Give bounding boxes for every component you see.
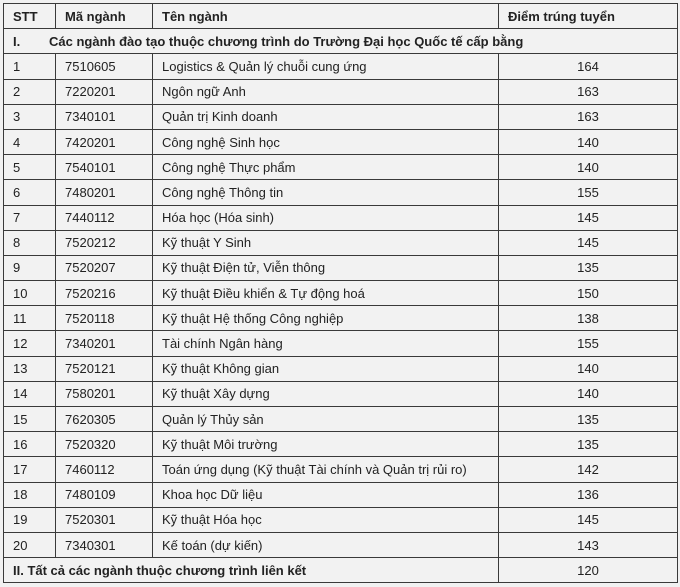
table-row [4,507,678,532]
table-row [4,331,678,356]
cell-stt: 1 [4,54,56,79]
table-row [4,457,678,482]
cell-stt: 2 [4,79,56,104]
cell-score: 164 [499,54,678,79]
cell-name: Logistics & Quản lý chuỗi cung ứng [153,54,499,79]
cell-name: Kỹ thuật Điện tử, Viễn thông [153,255,499,280]
cell-name: Khoa học Dữ liệu [153,482,499,507]
cell-score: 145 [499,230,678,255]
cell-name: Tài chính Ngân hàng [153,331,499,356]
cell-stt: 20 [4,532,56,557]
cell-score: 145 [499,205,678,230]
cell-score: 155 [499,331,678,356]
cell-name: Quản lý Thủy sản [153,407,499,432]
cell-stt: 19 [4,507,56,532]
cell-stt: 6 [4,180,56,205]
table-row [4,381,678,406]
table-row [4,104,678,129]
cell-name: Quản trị Kinh doanh [153,104,499,129]
cell-code: 7520301 [56,507,153,532]
cell-code: 7420201 [56,129,153,154]
cell-score: 140 [499,129,678,154]
cell-name: Kỹ thuật Hệ thống Công nghiệp [153,306,499,331]
table-row [4,180,678,205]
cell-stt: 8 [4,230,56,255]
cell-score: 135 [499,432,678,457]
cell-stt: 18 [4,482,56,507]
cell-stt: 11 [4,306,56,331]
cell-code: 7520118 [56,306,153,331]
cell-score: 150 [499,281,678,306]
cell-name: Toán ứng dụng (Kỹ thuật Tài chính và Quản trị rủi ro) [153,457,499,482]
cell-code: 7520212 [56,230,153,255]
cell-code: 7520216 [56,281,153,306]
table-row [4,54,678,79]
cell-stt: 5 [4,155,56,180]
table-row [4,356,678,381]
cell-stt: 13 [4,356,56,381]
cell-name: Công nghệ Thông tin [153,180,499,205]
cell-name: Ngôn ngữ Anh [153,79,499,104]
header-name: Tên ngành [153,4,499,29]
cell-score: 136 [499,482,678,507]
admission-scores-table [3,3,678,583]
table-row [4,407,678,432]
cell-score: 163 [499,79,678,104]
cell-score: 155 [499,180,678,205]
cell-code: 7480109 [56,482,153,507]
admission-scores-table-container [3,3,677,583]
table-row [4,79,678,104]
cell-code: 7480201 [56,180,153,205]
cell-stt: 10 [4,281,56,306]
header-score: Điểm trúng tuyển [499,4,678,29]
cell-stt: 9 [4,255,56,280]
cell-name: Kỹ thuật Điều khiển & Tự động hoá [153,281,499,306]
cell-score: 142 [499,457,678,482]
cell-stt: 14 [4,381,56,406]
section-2-row [4,558,678,583]
cell-name: Công nghệ Thực phẩm [153,155,499,180]
cell-code: 7580201 [56,381,153,406]
cell-code: 7620305 [56,407,153,432]
section-1-number: I. [13,33,21,49]
cell-code: 7510605 [56,54,153,79]
cell-name: Kỹ thuật Xây dựng [153,381,499,406]
cell-name: Kỹ thuật Môi trường [153,432,499,457]
cell-score: 138 [499,306,678,331]
section-1-cell [4,29,678,54]
cell-code: 7340201 [56,331,153,356]
cell-code: 7520207 [56,255,153,280]
cell-score: 135 [499,255,678,280]
cell-stt: 4 [4,129,56,154]
header-stt: STT [4,4,56,29]
cell-code: 7540101 [56,155,153,180]
cell-code: 7440112 [56,205,153,230]
cell-stt: 17 [4,457,56,482]
cell-stt: 15 [4,407,56,432]
section-1-title: Các ngành đào tạo thuộc chương trình do Trường Đại học Quốc tế cấp bằng [49,33,524,49]
cell-name: Kỹ thuật Y Sinh [153,230,499,255]
cell-stt: 16 [4,432,56,457]
header-row [4,4,678,29]
cell-name: Công nghệ Sinh học [153,129,499,154]
table-row [4,306,678,331]
table-row [4,482,678,507]
cell-score: 140 [499,356,678,381]
cell-code: 7340101 [56,104,153,129]
cell-stt: 3 [4,104,56,129]
section-2-score: 120 [499,558,678,583]
cell-score: 140 [499,155,678,180]
cell-name: Hóa học (Hóa sinh) [153,205,499,230]
cell-code: 7340301 [56,532,153,557]
table-row [4,281,678,306]
cell-code: 7460112 [56,457,153,482]
table-row [4,230,678,255]
cell-score: 163 [499,104,678,129]
cell-name: Kỹ thuật Hóa học [153,507,499,532]
cell-score: 143 [499,532,678,557]
table-row [4,129,678,154]
section-2-title: II. Tất cả các ngành thuộc chương trình liên kết [4,558,499,583]
cell-name: Kỹ thuật Không gian [153,356,499,381]
cell-code: 7220201 [56,79,153,104]
cell-stt: 12 [4,331,56,356]
table-row [4,155,678,180]
section-1-row [4,29,678,54]
table-row [4,205,678,230]
table-row [4,532,678,557]
cell-code: 7520320 [56,432,153,457]
cell-score: 135 [499,407,678,432]
cell-score: 140 [499,381,678,406]
cell-name: Kế toán (dự kiến) [153,532,499,557]
cell-stt: 7 [4,205,56,230]
cell-score: 145 [499,507,678,532]
cell-code: 7520121 [56,356,153,381]
header-code: Mã ngành [56,4,153,29]
table-row [4,432,678,457]
table-row [4,255,678,280]
